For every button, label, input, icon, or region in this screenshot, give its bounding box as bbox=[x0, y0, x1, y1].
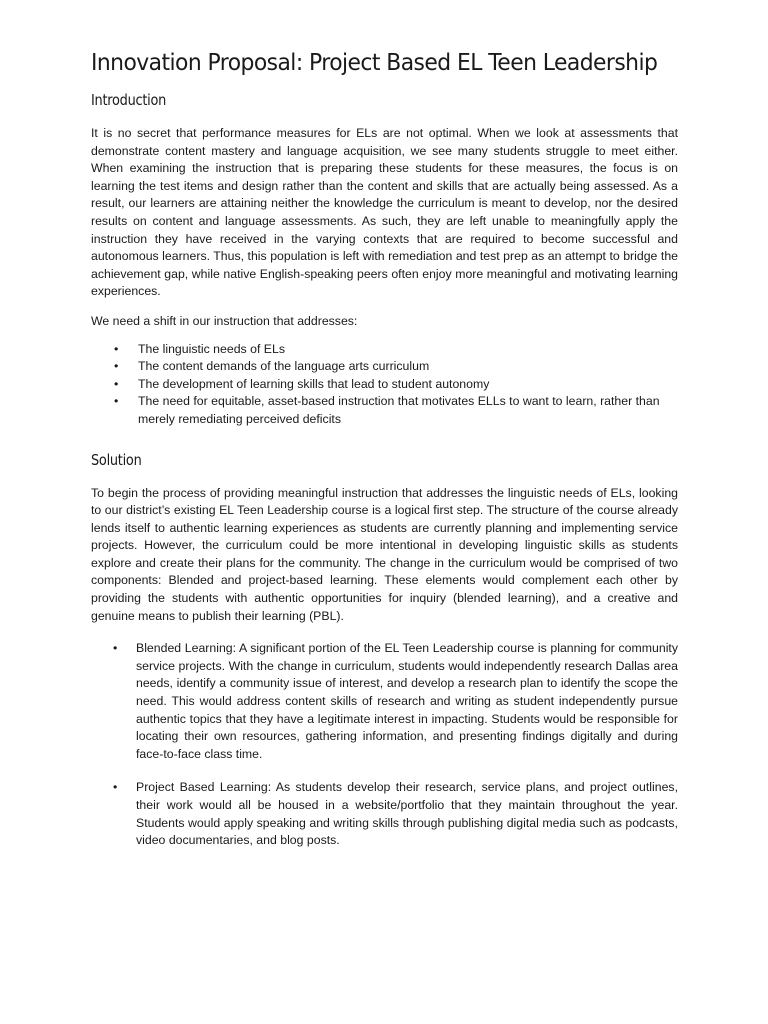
document-title: Innovation Proposal: Project Based EL Teen Leadership bbox=[91, 48, 658, 76]
solution-bullet-list bbox=[91, 640, 678, 850]
bullet-icon: • bbox=[114, 359, 119, 374]
list-item-text: The content demands of the language arts curriculum bbox=[138, 359, 430, 374]
list-item bbox=[114, 358, 678, 376]
solution-heading: Solution bbox=[91, 450, 142, 469]
list-item-text: Blended Learning: A significant portion of the EL Teen Leadership course is planning for community service projects. With the change in curriculum, students would independently research Dallas area needs, identify a community issue of interest, and develop a research plan to identify the scope the need. This would address content skills of research and writing as student independently pursue authentic topics that they have a legitimate interest in impacting. Students would be responsible for locating their own resources, gathering information, and presenting findings digitally and during face-to-face class time. bbox=[136, 641, 678, 761]
list-item bbox=[113, 640, 678, 763]
introduction-heading: Introduction bbox=[91, 91, 167, 109]
list-item bbox=[114, 393, 678, 428]
list-item bbox=[114, 341, 678, 359]
bullet-icon: • bbox=[113, 641, 118, 656]
bullet-icon: • bbox=[114, 376, 119, 391]
solution-paragraph: To begin the process of providing meaningful instruction that addresses the linguistic needs of ELs, looking to our district’s existing EL Teen Leadership course is a logical first step. The structure of the course already lends itself to authentic learning experiences as students are currently planning and implementing service projects. However, the curriculum could be more intentional in developing linguistic skills as students explore and create their plans for the community. The change in the curriculum would be comprised of two components: Blended and project-based learning. These elements would complement each other by providing the students with authentic opportunities for inquiry (blended learning), and a creative and genuine means to publish their learning (PBL). bbox=[91, 485, 678, 623]
bullet-icon: • bbox=[114, 394, 119, 409]
shift-lead-text: We need a shift in our instruction that addresses: bbox=[91, 313, 358, 328]
list-item-text: The linguistic needs of ELs bbox=[138, 341, 285, 356]
list-item-text: The development of learning skills that lead to student autonomy bbox=[138, 376, 490, 391]
bullet-icon: • bbox=[113, 780, 118, 795]
introduction-paragraph: It is no secret that performance measures for ELs are not optimal. When we look at assessments that demonstrate content mastery and language acquisition, we see many students struggle to meet either. When examining the instruction that is preparing these students for these measures, the focus is on learning the test items and design rather than the content and skills that are actually being assessed. As a result, our learners are attaining neither the knowledge the curriculum is meant to develop, nor the desired results on content and language assessments. As such, they are left unable to meaningfully apply the instruction they have received in the varying contexts that are required to become successful and autonomous learners. Thus, this population is left with remediation and test prep as an attempt to bridge the achievement gap, while native English-speaking peers often enjoy more meaningful and motivating learning experiences. bbox=[91, 126, 678, 299]
list-item-text: The need for equitable, asset-based instruction that motivates ELLs to want to learn, rather than merely remediating perceived deficits bbox=[138, 394, 660, 426]
list-item bbox=[114, 376, 678, 394]
list-item-text: Project Based Learning: As students develop their research, service plans, and project outlines, their work would all be housed in a website/portfolio that they maintain throughout the year. Students would apply speaking and writing skills through publishing digital media such as podcasts, video documentaries, and blog posts. bbox=[136, 780, 678, 848]
bullet-icon: • bbox=[114, 341, 119, 356]
shift-bullet-list bbox=[91, 341, 678, 429]
list-item bbox=[113, 779, 678, 849]
